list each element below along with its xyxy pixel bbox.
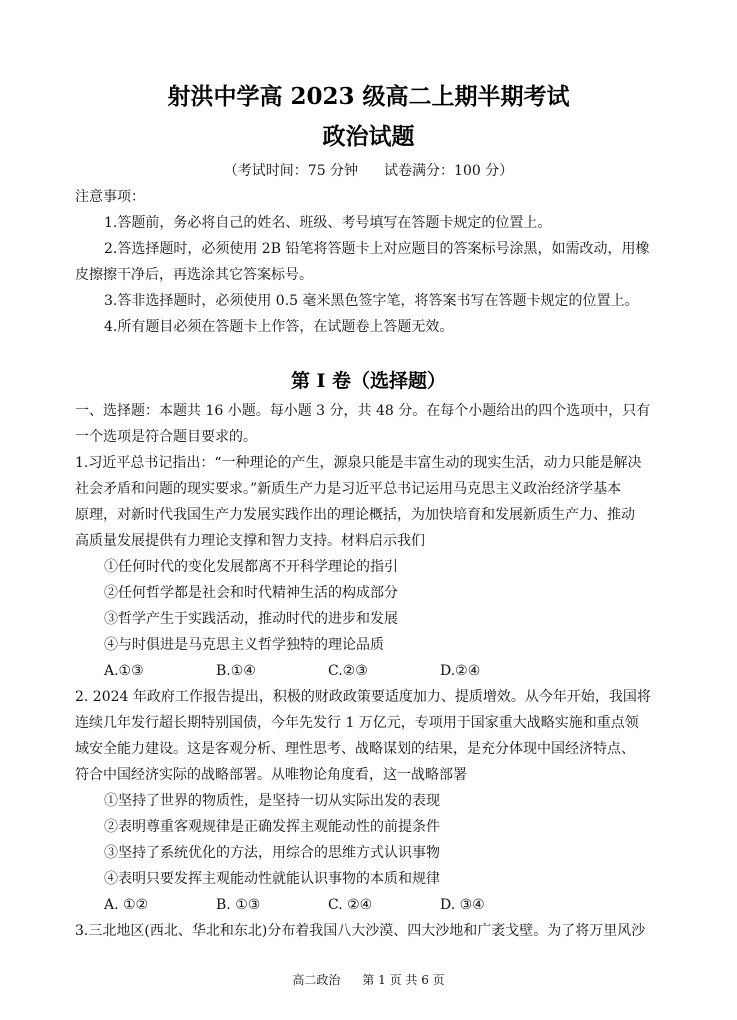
q1-statement: ②任何哲学都是社会和时代精神生活的构成部分: [104, 585, 398, 601]
q3-stem: 3.三北地区(西北、华北和东北)分布着我国八大沙漠、四大沙地和广袤戈壁。为了将万里风沙: [75, 923, 646, 939]
q1-statement: ①任何时代的变化发展都离不开科学理论的指引: [104, 559, 398, 575]
q1-statement: ④与时俱进是马克思主义哲学独特的理论品质: [104, 637, 384, 653]
q2-statement: ④表明只要发挥主观能动性就能认识事物的本质和规律: [104, 871, 440, 887]
q1-options: [104, 661, 480, 681]
q1-stem: 1.习近平总书记指出：“一种理论的产生，源泉只能是丰富生动的现实生活，动力只能是解决: [75, 455, 642, 471]
q2-statement: ②表明尊重客观规律是正确发挥主观能动性的前提条件: [104, 819, 440, 835]
q1-statement: ③哲学产生于实践活动，推动时代的进步和发展: [104, 611, 398, 627]
q2-stem: 2. 2024 年政府工作报告提出，积极的财政政策要适度加力、提质增效。从今年开始，我国将: [75, 689, 651, 705]
q2-option-c: C. ②④: [328, 897, 373, 913]
q2-statement: ①坚持了世界的物质性，是坚持一切从实际出发的表现: [104, 793, 440, 809]
q1-option-c: C.②③: [328, 663, 368, 679]
footer-subject: 高二政治: [292, 973, 341, 987]
notice-item: 1.答题前，务必将自己的姓名、班级、考号填写在答题卡规定的位置上。: [104, 215, 552, 231]
q1-stem: 原理，对新时代我国生产力发展实践作出的理论概括，为加快培育和发展新质生产力、推动: [75, 507, 635, 523]
q2-option-d: D. ③④: [440, 897, 485, 913]
notice-item: 4.所有题目必须在答题卡上作答，在试题卷上答题无效。: [104, 319, 454, 335]
exam-subject: 政治试题: [322, 123, 415, 150]
exam-title: 射洪中学高 2023 级高二上期半期考试: [167, 83, 570, 110]
section-title: 第 I 卷（选择题）: [290, 370, 447, 392]
q1-option-d: D.②④: [440, 663, 481, 679]
notice-heading: 注意事项：: [75, 189, 145, 205]
exam-info: [0, 160, 737, 180]
q2-options: [104, 895, 485, 915]
page-footer: [0, 971, 737, 988]
q1-option-b: B.①④: [216, 663, 256, 679]
q2-statement: ③坚持了系统优化的方法，用综合的思维方式认识事物: [104, 845, 440, 861]
notice-item: 2.答选择题时，必须使用 2B 铅笔将答题卡上对应题目的答案标号涂黑，如需改动，用橡: [104, 241, 650, 257]
q2-option-a: A. ①②: [104, 897, 149, 913]
q1-option-a: A.①③: [104, 663, 144, 679]
q2-stem: 符合中国经济实际的战略部署。从唯物论角度看，这一战略部署: [75, 767, 467, 783]
notice-item-cont: 皮擦擦干净后，再选涂其它答案标号。: [75, 267, 313, 283]
q2-option-b: B. ①③: [216, 897, 261, 913]
exam-score: 试卷满分：100 分）: [384, 163, 514, 179]
instructions-line: 一个选项是符合题目要求的。: [75, 429, 257, 445]
q1-stem: 社会矛盾和问题的现实要求。”新质生产力是习近平总书记运用马克思主义政治经济学基本: [75, 481, 622, 497]
footer-page-number: 第 1 页 共 6 页: [362, 973, 445, 987]
q1-stem: 高质量发展提供有力理论支撑和智力支持。材料启示我们: [75, 533, 425, 549]
exam-time: （考试时间：75 分钟: [223, 163, 359, 179]
q2-stem: 域安全能力建设。这是客观分析、理性思考、战略谋划的结果，是充分体现中国经济特点、: [75, 741, 635, 757]
q2-stem: 连续几年发行超长期特别国债，今年先发行 1 万亿元，专项用于国家重大战略实施和重点领: [75, 715, 639, 731]
instructions-line: 一、选择题：本题共 16 小题。每小题 3 分，共 48 分。在每个小题给出的四个选项中，只有: [75, 403, 651, 419]
notice-item: 3.答非选择题时，必须使用 0.5 毫米黑色签字笔，将答案书写在答题卡规定的位置上。: [104, 293, 639, 309]
